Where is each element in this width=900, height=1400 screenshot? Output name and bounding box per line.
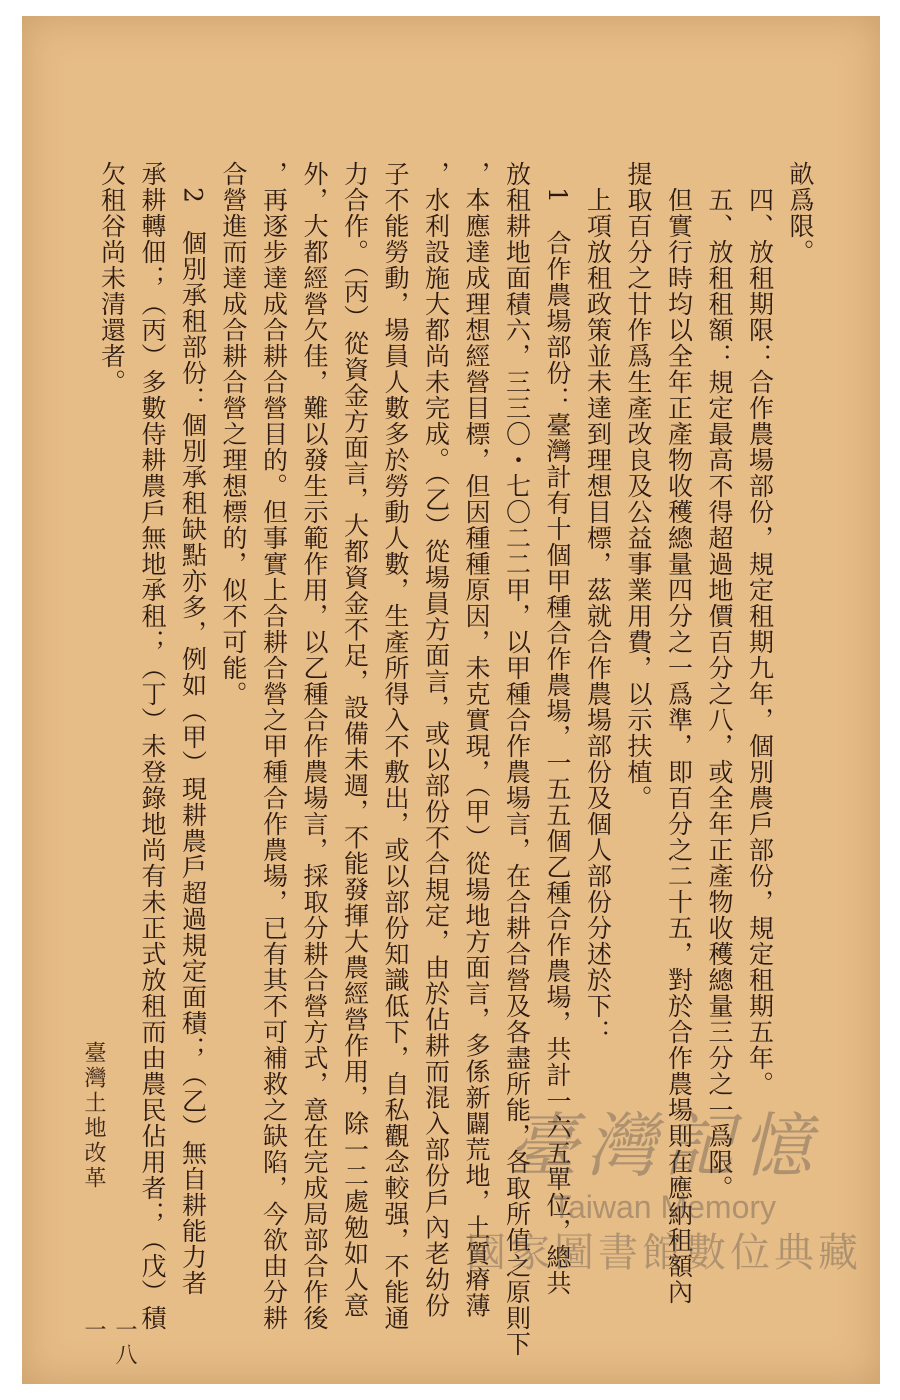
- page-number: 一八一: [81, 1318, 137, 1368]
- running-title: 臺灣土地改革: [81, 1041, 106, 1191]
- taiwan-memory-watermark: [454, 1104, 874, 1294]
- text-column: 畝爲限。: [786, 161, 815, 265]
- text-column: 提取百分之廿作爲生產改良及公益事業用費，以示扶植。: [624, 161, 653, 811]
- text-column: 合營進而達成合耕合營之理想標的，似不可能。: [219, 161, 248, 707]
- document-page: [22, 16, 880, 1384]
- text-column: 四、放租期限：合作農場部份，規定租期九年，個別農戶部份，規定租期五年。: [745, 161, 775, 1097]
- text-column: 力合作。（丙）從資金方面言，大都資金不足，設備未週，不能發揮大農經營作用，除一二處勉如人意: [340, 161, 370, 1319]
- text-column: 但實行時均以全年正產物收穫總量四分之一爲準，即百分之二十五，對於合作農場則在應納租額內: [664, 161, 694, 1305]
- text-column: ，本應達成理想經營目標，但因種種原因，未克實現，（甲）從場地方面言，多係新闢荒地，土質瘠薄: [462, 161, 491, 1319]
- text-column: ，再逐步達成合耕合營目的。但事實上合耕合營之甲種合作農場，已有其不可補救之缺陷，今欲由分耕: [259, 161, 289, 1331]
- text-column: 2 個別承租部份：個別承租缺點亦多，例如（甲）現耕農戶超過規定面積；（乙）無自耕能力者: [178, 161, 208, 1296]
- watermark-chinese: 國家圖書館數位典藏: [466, 1230, 862, 1276]
- text-column: 1 合作農場部份：臺灣計有十個甲種合作農場，一五五個乙種合作農場，共計一六五單位，總共: [543, 161, 572, 1296]
- text-column: 上項放租政策並未達到理想目標，茲就合作農場部份及個人部份分述於下：: [583, 161, 613, 1045]
- text-column: 欠租谷尚未清還者。: [97, 161, 127, 395]
- text-column: 外，大都經營欠佳，難以發生示範作用，以乙種合作農場言，採取分耕合營方式，意在完成局部合作後: [300, 161, 329, 1331]
- text-column: 子不能勞動，場員人數多於勞動人數，生產所得入不敷出，或以部份知識低下，自私觀念較强，不能通: [381, 161, 410, 1331]
- text-column: ，水利設施大都尚未完成。（乙）從場員方面言，或以部份不合規定，由於佔耕而混入部份戶內老幼份: [421, 161, 451, 1319]
- text-column: 五、放租租額：規定最高不得超過地價百分之八，或全年正產物收穫總量三分之一爲限。: [705, 161, 734, 1201]
- watermark-brush-text: 臺灣記憶: [508, 1105, 820, 1187]
- text-column: 承耕轉佃；（丙）多數侍耕農戶無地承租；（丁）未登錄地尚有未正式放租而由農民佔用者；（戊）積: [138, 161, 167, 1331]
- text-column: 放租耕地面積六，三三〇・七〇二二甲，以甲種合作農場言，在合耕合營及各盡所能，各取所值之原則下: [502, 161, 532, 1357]
- watermark-english: Taiwan Memory: [551, 1189, 777, 1225]
